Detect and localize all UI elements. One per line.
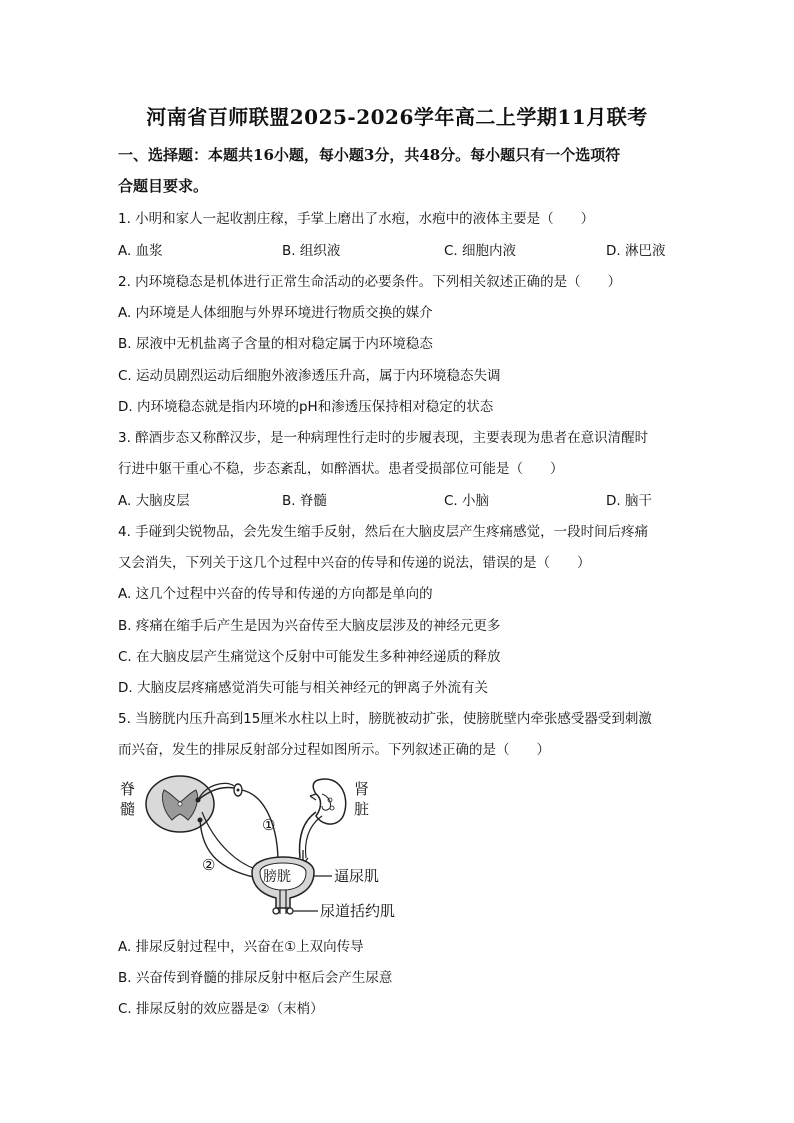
kidney [313, 779, 346, 824]
question-4-option-a: A. 这几个过程中兴奋的传导和传递的方向都是单向的 [118, 586, 433, 602]
question-4-option-d: D. 大脑皮层疼痛感觉消失可能与相关神经元的钾离子外流有关 [118, 680, 488, 696]
question-3-stem-line-1: 3. 醉酒步态又称醉汉步，是一种病理性行走时的步履表现，主要表现为患者在意识清醒时 [118, 430, 649, 446]
question-4-stem-line-1: 4. 手碰到尖锐物品，会先发生缩手反射，然后在大脑皮层产生疼痛感觉，一段时间后疼痛 [118, 524, 649, 540]
label-pathway-2: ② [202, 856, 216, 874]
question-5-stem-line-1: 5. 当膀胱内压升高到15厘米水柱以上时，膀胱被动扩张，使膀胱壁内牵张感受器受到刺激 [118, 711, 652, 727]
page-title: 河南省百师联盟2025-2026学年高二上学期11月联考 [146, 105, 648, 129]
label-bladder: 膀胱 [263, 869, 291, 885]
question-3-option-d: D. 脑干 [606, 493, 652, 509]
section-heading-line-1: 一、选择题：本题共16小题，每小题3分，共48分。每小题只有一个选项符 [118, 146, 621, 164]
question-2-stem: 2. 内环境稳态是机体进行正常生命活动的必要条件。下列相关叙述正确的是（ ） [118, 274, 622, 290]
question-5-stem-line-2: 而兴奋，发生的排尿反射部分过程如图所示。下列叙述正确的是（ ） [118, 742, 550, 758]
question-2-option-c: C. 运动员剧烈运动后细胞外液渗透压升高，属于内环境稳态失调 [118, 368, 501, 384]
bladder [252, 857, 314, 914]
label-spinal-cord-1: 脊 [120, 780, 136, 798]
section-heading-line-2: 合题目要求。 [118, 177, 209, 195]
question-1-option-b: B. 组织液 [282, 243, 341, 259]
question-2-option-b: B. 尿液中无机盐离子含量的相对稳定属于内环境稳态 [118, 336, 433, 352]
question-5-option-a: A. 排尿反射过程中，兴奋在①上双向传导 [118, 939, 364, 955]
question-3-option-b: B. 脊髓 [282, 493, 327, 509]
section-heading [118, 140, 688, 202]
label-kidney-1: 肾 [354, 780, 370, 798]
ganglion [234, 784, 242, 796]
question-4-option-b: B. 疼痛在缩手后产生是因为兴奋传至大脑皮层涉及的神经元更多 [118, 618, 501, 634]
question-1-option-d: D. 淋巴液 [606, 243, 666, 259]
question-1-option-a: A. 血浆 [118, 243, 163, 259]
question-4-stem-line-2: 又会消失，下列关于这几个过程中兴奋的传导和传递的说法，错误的是（ ） [118, 555, 591, 571]
question-3-stem-line-2: 行进中躯干重心不稳，步态紊乱，如醉酒状。患者受损部位可能是（ ） [118, 461, 564, 477]
question-2-option-a: A. 内环境是人体细胞与外界环境进行物质交换的媒介 [118, 305, 433, 321]
label-kidney-2: 脏 [354, 800, 370, 818]
question-3-option-c: C. 小脑 [444, 493, 490, 509]
label-pathway-1: ① [262, 816, 276, 834]
question-1-option-c: C. 细胞内液 [444, 243, 517, 259]
question-4-option-c: C. 在大脑皮层产生痛觉这个反射中可能发生多种神经递质的释放 [118, 649, 501, 665]
question-5-option-b: B. 兴奋传到脊髓的排尿反射中枢后会产生尿意 [118, 970, 393, 986]
label-spinal-cord-2: 髓 [120, 800, 136, 818]
label-detrusor: 逼尿肌 [334, 867, 380, 885]
question-1-stem: 1. 小明和家人一起收割庄稼，手掌上磨出了水疱，水疱中的液体主要是（ ） [118, 211, 595, 227]
question-5-option-c: C. 排尿反射的效应器是②（末梢） [118, 1001, 324, 1017]
question-2-option-d: D. 内环境稳态就是指内环境的pH和渗透压保持相对稳定的状态 [118, 399, 494, 415]
label-sphincter: 尿道括约肌 [320, 902, 396, 920]
question-3-option-a: A. 大脑皮层 [118, 493, 190, 509]
micturition-reflex-diagram [118, 772, 418, 922]
spinal-cord-section [146, 776, 214, 832]
